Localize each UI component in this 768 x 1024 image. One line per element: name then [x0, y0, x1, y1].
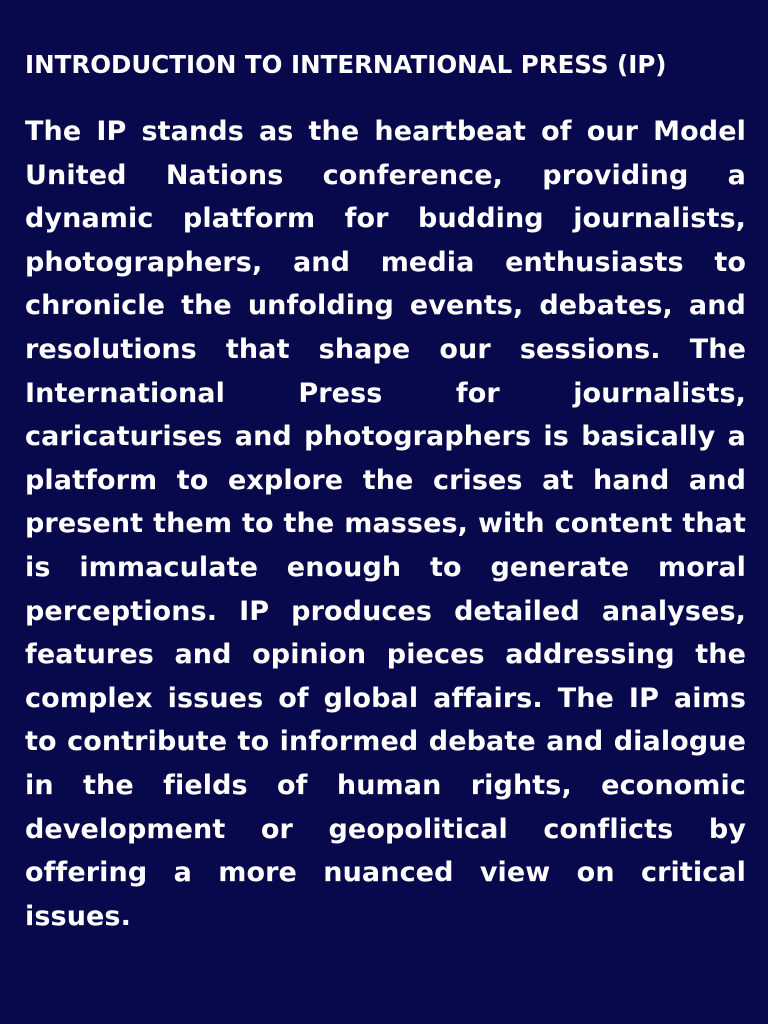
document-body: The IP stands as the heartbeat of our Model United Nations conference, providing a dynamic platform for budding journalists, photographers, and media enthusiasts to chronicle the unfolding events, debates, and resolutions that shape our sessions. The International Press for journalists, caricaturises and photographers is basically a platform to explore the crises at hand and present them to the masses, with content that is immaculate enough to generate moral perceptions. IP produces detailed analyses, features and opinion pieces addressing the complex issues of global affairs. The IP aims to contribute to informed debate and dialogue in the fields of human rights, economic development or geopolitical conflicts by offering a more nuanced view on critical issues. — [25, 116, 746, 932]
document-heading: INTRODUCTION TO INTERNATIONAL PRESS (IP) — [25, 50, 667, 79]
